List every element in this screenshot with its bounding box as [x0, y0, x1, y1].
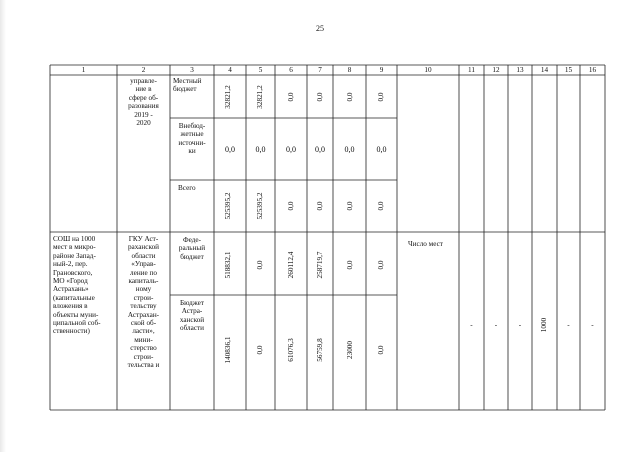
b2-target-13: -: [518, 321, 522, 329]
b2-target-14: 1000: [540, 317, 548, 333]
b2-target-15: -: [567, 321, 570, 329]
col-header-1: 1: [81, 66, 86, 74]
b2-target-11: -: [470, 321, 473, 329]
b1-r0-v5: 32821,2: [256, 85, 264, 109]
b1-r2-v5: 525395,2: [256, 192, 264, 220]
page-number: 25: [316, 24, 324, 33]
b2-target-16: -: [591, 321, 594, 329]
b2-r1-v5: 0,0: [256, 345, 264, 355]
block1-source-total: Всего: [178, 184, 196, 192]
col-header-12: 12: [492, 66, 500, 74]
b2-target-12: -: [494, 321, 498, 329]
b2-r0-v4: 518832,1: [224, 251, 232, 279]
col-header-13: 13: [516, 66, 524, 74]
b1-r1-v9: 0,0: [376, 145, 387, 154]
col-header-15: 15: [564, 66, 573, 74]
col-header-14: 14: [540, 66, 549, 74]
b1-r1-v8: 0,0: [344, 145, 355, 154]
block2-source-regional: Бюджет Астра- ханской области: [179, 299, 205, 333]
b1-r0-v7: 0,0: [316, 92, 324, 102]
b1-r1-v7: 0,0: [315, 145, 325, 154]
b1-r2-v8: 0,0: [346, 201, 354, 211]
b1-r0-v9: 0,0: [377, 92, 385, 102]
col-header-9: 9: [379, 66, 384, 74]
b1-r2-v6: 0,0: [287, 201, 295, 211]
block2-source-federal: Феде- ральный бюджет: [178, 236, 206, 261]
b2-r1-v6: 61076,3: [287, 338, 295, 362]
col-header-8: 8: [347, 66, 352, 74]
block1-executor-text: управле- ние в сфере об- разования 2019 - 2020: [128, 77, 159, 128]
b2-r1-v8: 23000: [346, 341, 354, 359]
col-header-10: 10: [424, 66, 432, 74]
b2-r0-v8: 0,0: [346, 260, 354, 270]
b1-r2-v9: 0,0: [377, 201, 385, 211]
block1-source-local: Местный бюджет: [173, 77, 202, 94]
col-header-2: 2: [141, 66, 146, 74]
b1-r2-v7: 0,0: [316, 201, 324, 211]
b1-r0-v6: 0,0: [287, 92, 295, 102]
b1-r0-v4: 32821,2: [224, 85, 232, 109]
block2-executor-text: ГКУ Аст- раханской области «Управ- ление по капиталь- ному строи- тельству Астрахан- ской об- ласти», мини- стерство строи- тельства и: [127, 235, 160, 370]
col-header-5: 5: [258, 66, 263, 74]
b2-r0-v5: 0,0: [256, 260, 264, 270]
col-header-7: 7: [318, 66, 322, 74]
block2-indicator: Число мест: [408, 240, 443, 248]
col-header-6: 6: [289, 66, 293, 74]
b2-r0-v7: 258719,7: [316, 251, 324, 279]
b1-r1-v4: 0,0: [225, 145, 235, 154]
b2-r1-v4: 140836,1: [224, 336, 232, 364]
b2-r0-v6: 260112,4: [287, 251, 295, 279]
col-header-3: 3: [190, 66, 194, 74]
col-header-11: 11: [468, 66, 475, 74]
block1-source-offbudget: Внебюд- жетные источни- ки: [178, 122, 206, 156]
col-header-16: 16: [588, 66, 597, 74]
b2-r1-v9: 0,0: [377, 345, 385, 355]
b1-r1-v6: 0,0: [286, 145, 296, 154]
block2-object-name: СОШ на 1000 мест в микро- районе Запад- ный-2, пер. Грановского, МО «Город Астрахань» (капитальные вложения в объекты муни- ципальной соб- ственности): [53, 235, 101, 336]
b1-r2-v4: 525395,2: [224, 192, 232, 220]
b1-r0-v8: 0,0: [346, 92, 354, 102]
b2-r1-v7: 56759,8: [316, 338, 324, 362]
col-header-4: 4: [228, 66, 232, 74]
b1-r1-v5: 0,0: [255, 145, 266, 154]
b2-r0-v9: 0,0: [377, 260, 385, 270]
